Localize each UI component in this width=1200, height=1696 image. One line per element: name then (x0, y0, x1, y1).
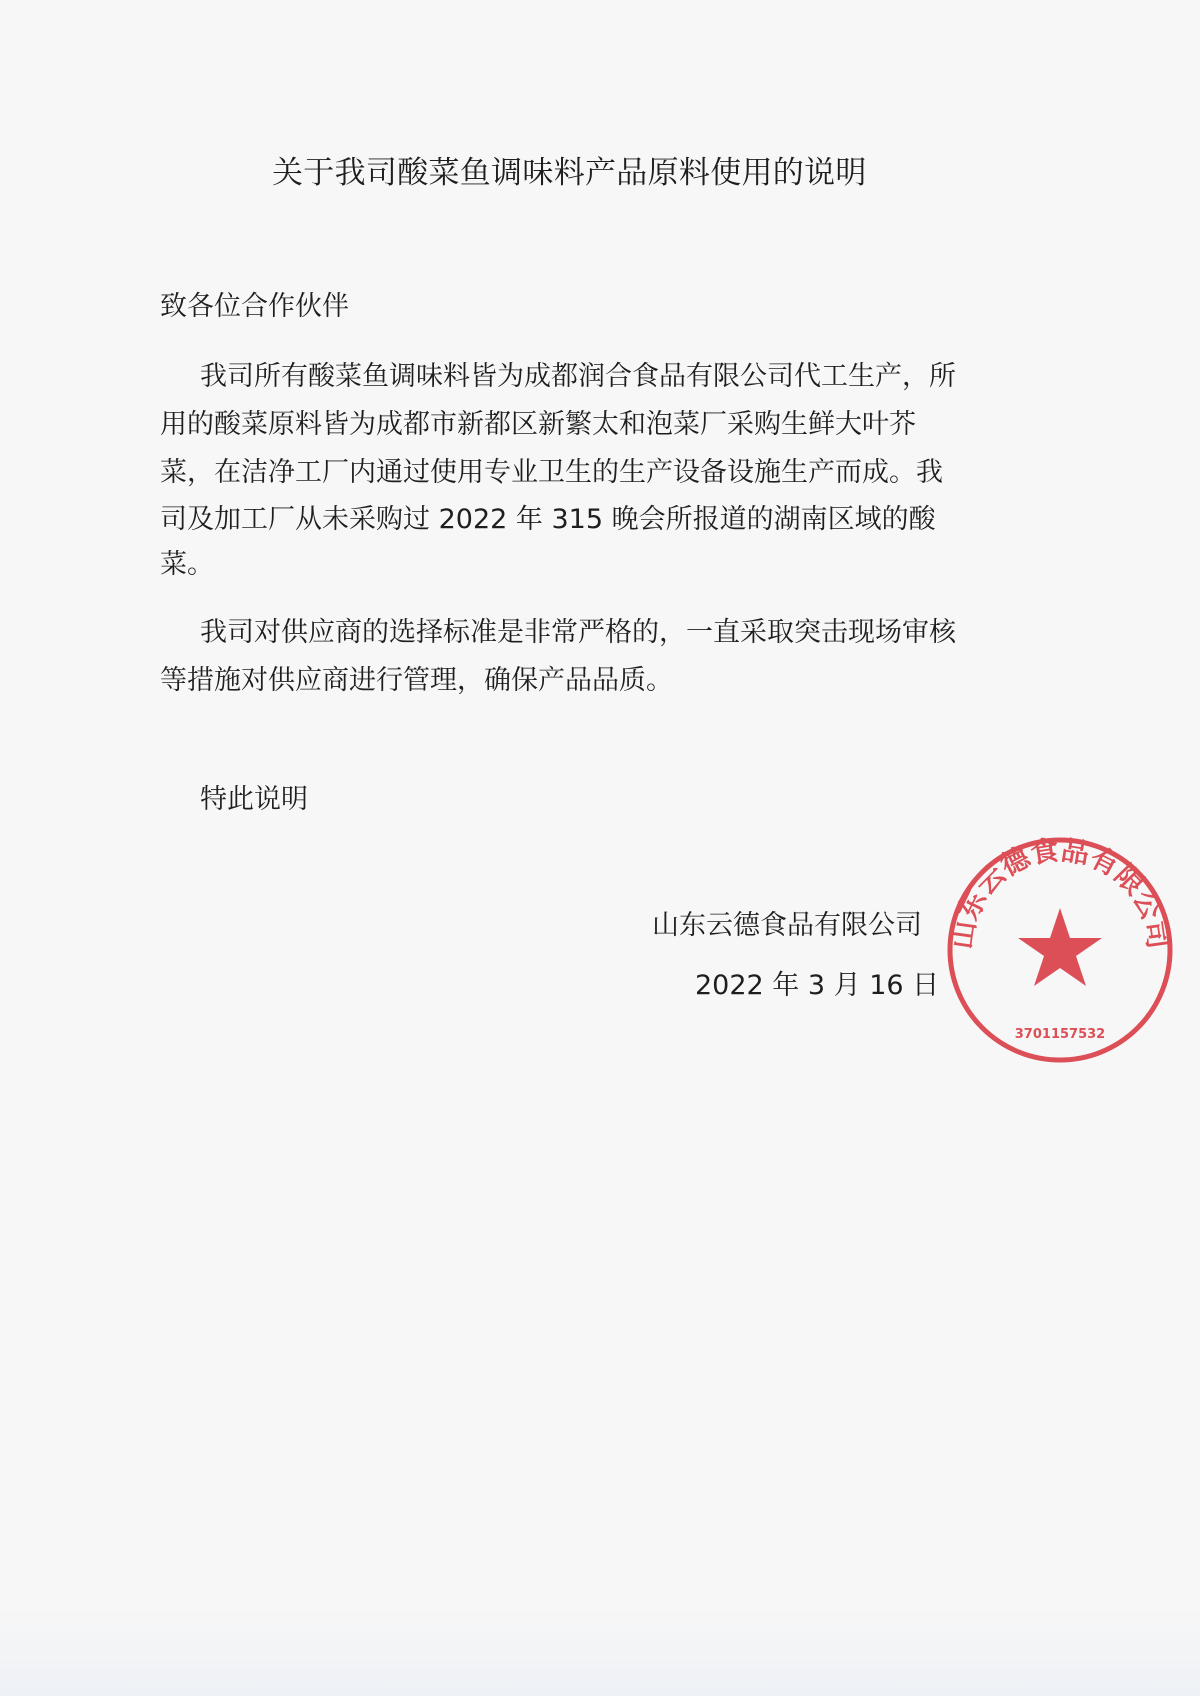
paragraph-2-line: 我司对供应商的选择标准是非常严格的，一直采取突击现场审核 (200, 617, 956, 648)
signature-company: 山东云德食品有限公司 (652, 910, 922, 941)
paragraph-1-line: 菜。 (160, 549, 214, 580)
paragraph-1-line: 我司所有酸菜鱼调味料皆为成都润合食品有限公司代工生产，所 (200, 361, 956, 392)
scan-edge (0, 1606, 1200, 1696)
paragraph-1-line: 司及加工厂从未采购过 2022 年 315 晚会所报道的湖南区域的酸 (160, 504, 936, 535)
salutation: 致各位合作伙伴 (160, 291, 349, 322)
signature-date: 2022 年 3 月 16 日 (695, 970, 940, 1001)
closing-text: 特此说明 (200, 784, 308, 815)
seal-number: 3701157532 (1014, 1027, 1106, 1042)
company-seal-stamp (940, 830, 1180, 1070)
document-title: 关于我司酸菜鱼调味料产品原料使用的说明 (272, 155, 867, 191)
paragraph-1-line: 菜，在洁净工厂内通过使用专业卫生的生产设备设施生产而成。我 (160, 457, 943, 488)
paragraph-1-line: 用的酸菜原料皆为成都市新都区新繁太和泡菜厂采购生鲜大叶芥 (160, 409, 916, 440)
seal-star-icon (1018, 908, 1102, 986)
paragraph-2-line: 等措施对供应商进行管理，确保产品品质。 (160, 665, 673, 696)
seal-text-path: 山东云德食品有限公司 (945, 833, 1175, 951)
